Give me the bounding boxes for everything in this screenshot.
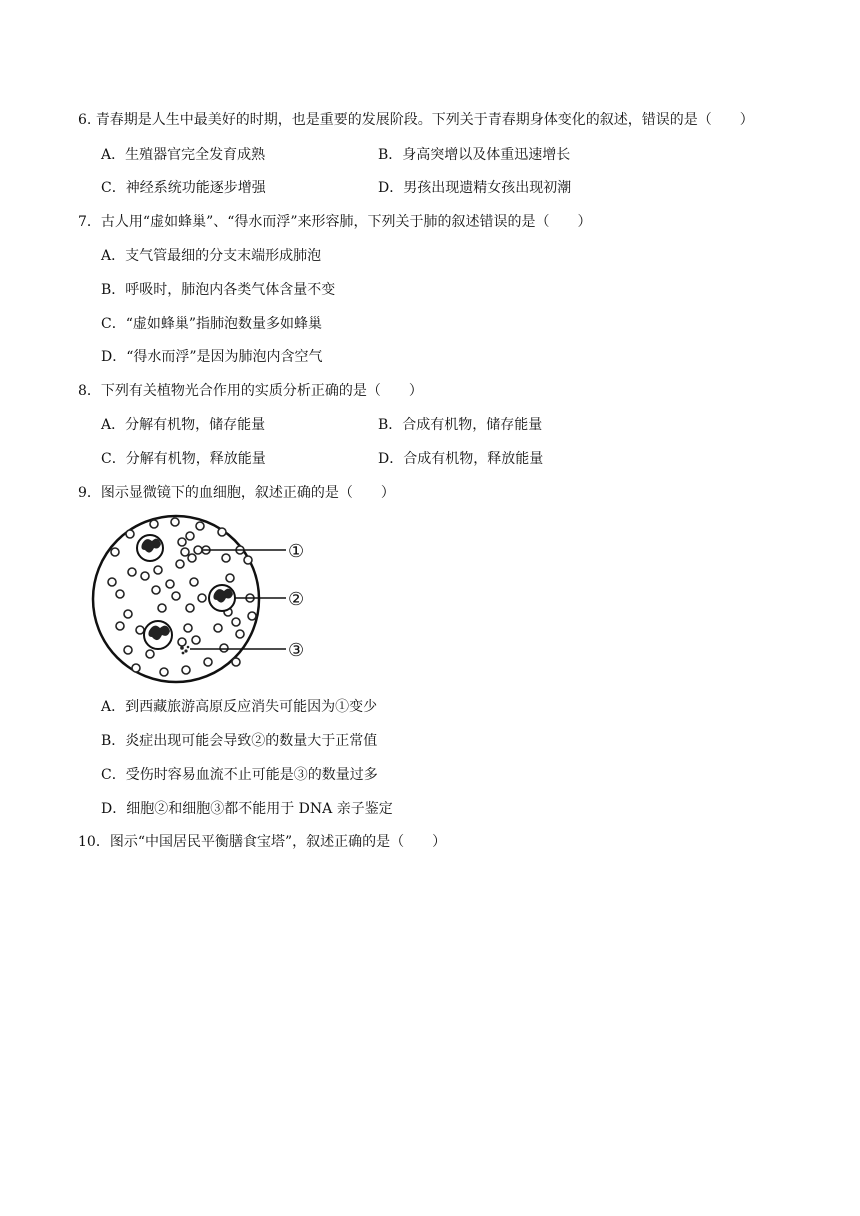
figure-label-2: ②	[288, 589, 305, 610]
question-9-option-a: A．到西藏旅游高原反应消失可能因为①变少	[101, 699, 378, 715]
question-6-option-c: C．神经系统功能逐步增强	[101, 180, 266, 196]
question-6-option-a: A．生殖器官完全发育成熟	[101, 147, 266, 163]
blood-cell-diagram	[90, 512, 320, 690]
figure-label-3: ③	[288, 640, 305, 661]
question-6-option-b: B．身高突增以及体重迅速增长	[378, 147, 571, 163]
question-9-option-b: B．炎症出现可能会导致②的数量大于正常值	[101, 733, 378, 749]
question-8-option-b: B．合成有机物，储存能量	[378, 417, 543, 433]
question-7-stem: 7．古人用“虚如蜂巢”、“得水而浮”来形容肺，下列关于肺的叙述错误的是（ ）	[78, 214, 592, 230]
question-9-option-c: C．受伤时容易血流不止可能是③的数量过多	[101, 767, 378, 783]
question-8-option-d: D．合成有机物，释放能量	[378, 451, 544, 467]
question-9-stem: 9．图示显微镜下的血细胞，叙述正确的是（ ）	[78, 485, 395, 501]
question-7-option-c: C．“虚如蜂巢”指肺泡数量多如蜂巢	[101, 316, 323, 332]
question-6-stem: 6. 青春期是人生中最美好的时期，也是重要的发展阶段。下列关于青春期身体变化的叙述，错误的是（ ）	[78, 112, 754, 128]
question-7-option-a: A．支气管最细的分支末端形成肺泡	[101, 248, 322, 264]
blood-cell-micrograph	[90, 512, 320, 690]
question-10-stem: 10．图示“中国居民平衡膳食宝塔”，叙述正确的是（ ）	[78, 834, 447, 850]
question-7-option-d: D．“得水而浮”是因为肺泡内含空气	[101, 349, 323, 365]
question-7-option-b: B．呼吸时，肺泡内各类气体含量不变	[101, 282, 336, 298]
question-8-stem: 8．下列有关植物光合作用的实质分析正确的是（ ）	[78, 383, 423, 399]
figure-label-1: ①	[288, 541, 305, 562]
question-8-option-c: C．分解有机物，释放能量	[101, 451, 266, 467]
question-8-option-a: A．分解有机物，储存能量	[101, 417, 266, 433]
question-6-option-d: D．男孩出现遗精女孩出现初潮	[378, 180, 572, 196]
question-9-option-d: D．细胞②和细胞③都不能用于 DNA 亲子鉴定	[101, 801, 393, 817]
